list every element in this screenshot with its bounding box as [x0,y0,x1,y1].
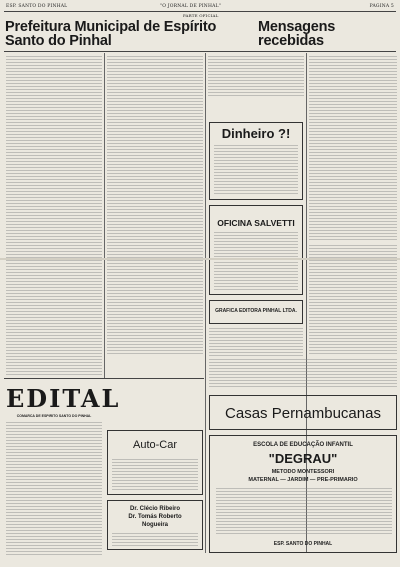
headline-mensagens: Mensagens recebidas [258,19,336,49]
text-column [209,359,397,389]
ad-casas-title: Casas Pernambucanas [225,405,381,422]
folio-right: PAGINA 5 [369,4,394,9]
school-method: METODO MONTESSORI [271,469,335,475]
column-rule [205,53,206,553]
ad-school-degrau [209,435,397,553]
ad-text [112,533,198,547]
text-column [209,328,303,356]
doctor-1: Dr. Clécio Ribeiro [129,506,180,512]
headline-prefeitura: Prefeitura Municipal de Espírito Santo do Pinhal [5,19,217,49]
section-rule [4,378,204,379]
ad-auto-car [107,430,203,495]
ad-doctors [107,500,203,550]
edital-title: EDITAL [6,384,121,413]
section-label: PARTE OFICIAL [183,13,219,18]
ad-oficina-title: OFICINA SALVETTI [217,218,295,228]
fold-line [0,258,400,260]
edital-subtitle: COMARCA DE ESPIRITO SANTO DO PINHAL [16,414,92,418]
text-column [309,56,397,241]
ad-autocar-title: Auto-Car [132,439,178,451]
folio-left: ESP. SANTO DO PINHAL [6,4,68,9]
ad-text [214,232,298,290]
ad-grafica [209,300,303,324]
folio-center: "O JORNAL DE PINHAL" [160,4,221,9]
ad-casas-pernambucanas [209,395,397,430]
text-column [107,56,203,356]
school-line1: ESCOLA DE EDUCAÇÃO INFANTIL [253,442,353,448]
ad-text [214,145,298,195]
text-column [208,56,304,96]
school-name: "DEGRAU" [268,451,338,466]
doctor-3: Nogueira [141,522,168,528]
top-rule [4,11,396,12]
school-levels: MATERNAL — JARDIM — PRE-PRIMARIO [248,477,358,483]
school-footer: ESP. SANTO DO PINHAL [273,541,333,547]
headline-rule [4,51,396,52]
ad-grafica-title: GRAFICA EDITORA PINHAL LTDA. [215,308,297,314]
text-column [6,422,102,557]
ad-text [216,488,392,536]
ad-dinheiro-title: Dinheiro ?! [221,126,291,141]
text-column [6,56,102,376]
column-rule [104,53,105,378]
ad-text [112,459,198,491]
ad-dinheiro [209,122,303,200]
doctor-2: Dr. Tomás Roberto [128,514,182,520]
text-column [309,245,397,355]
ad-oficina-salvetti [209,205,303,295]
